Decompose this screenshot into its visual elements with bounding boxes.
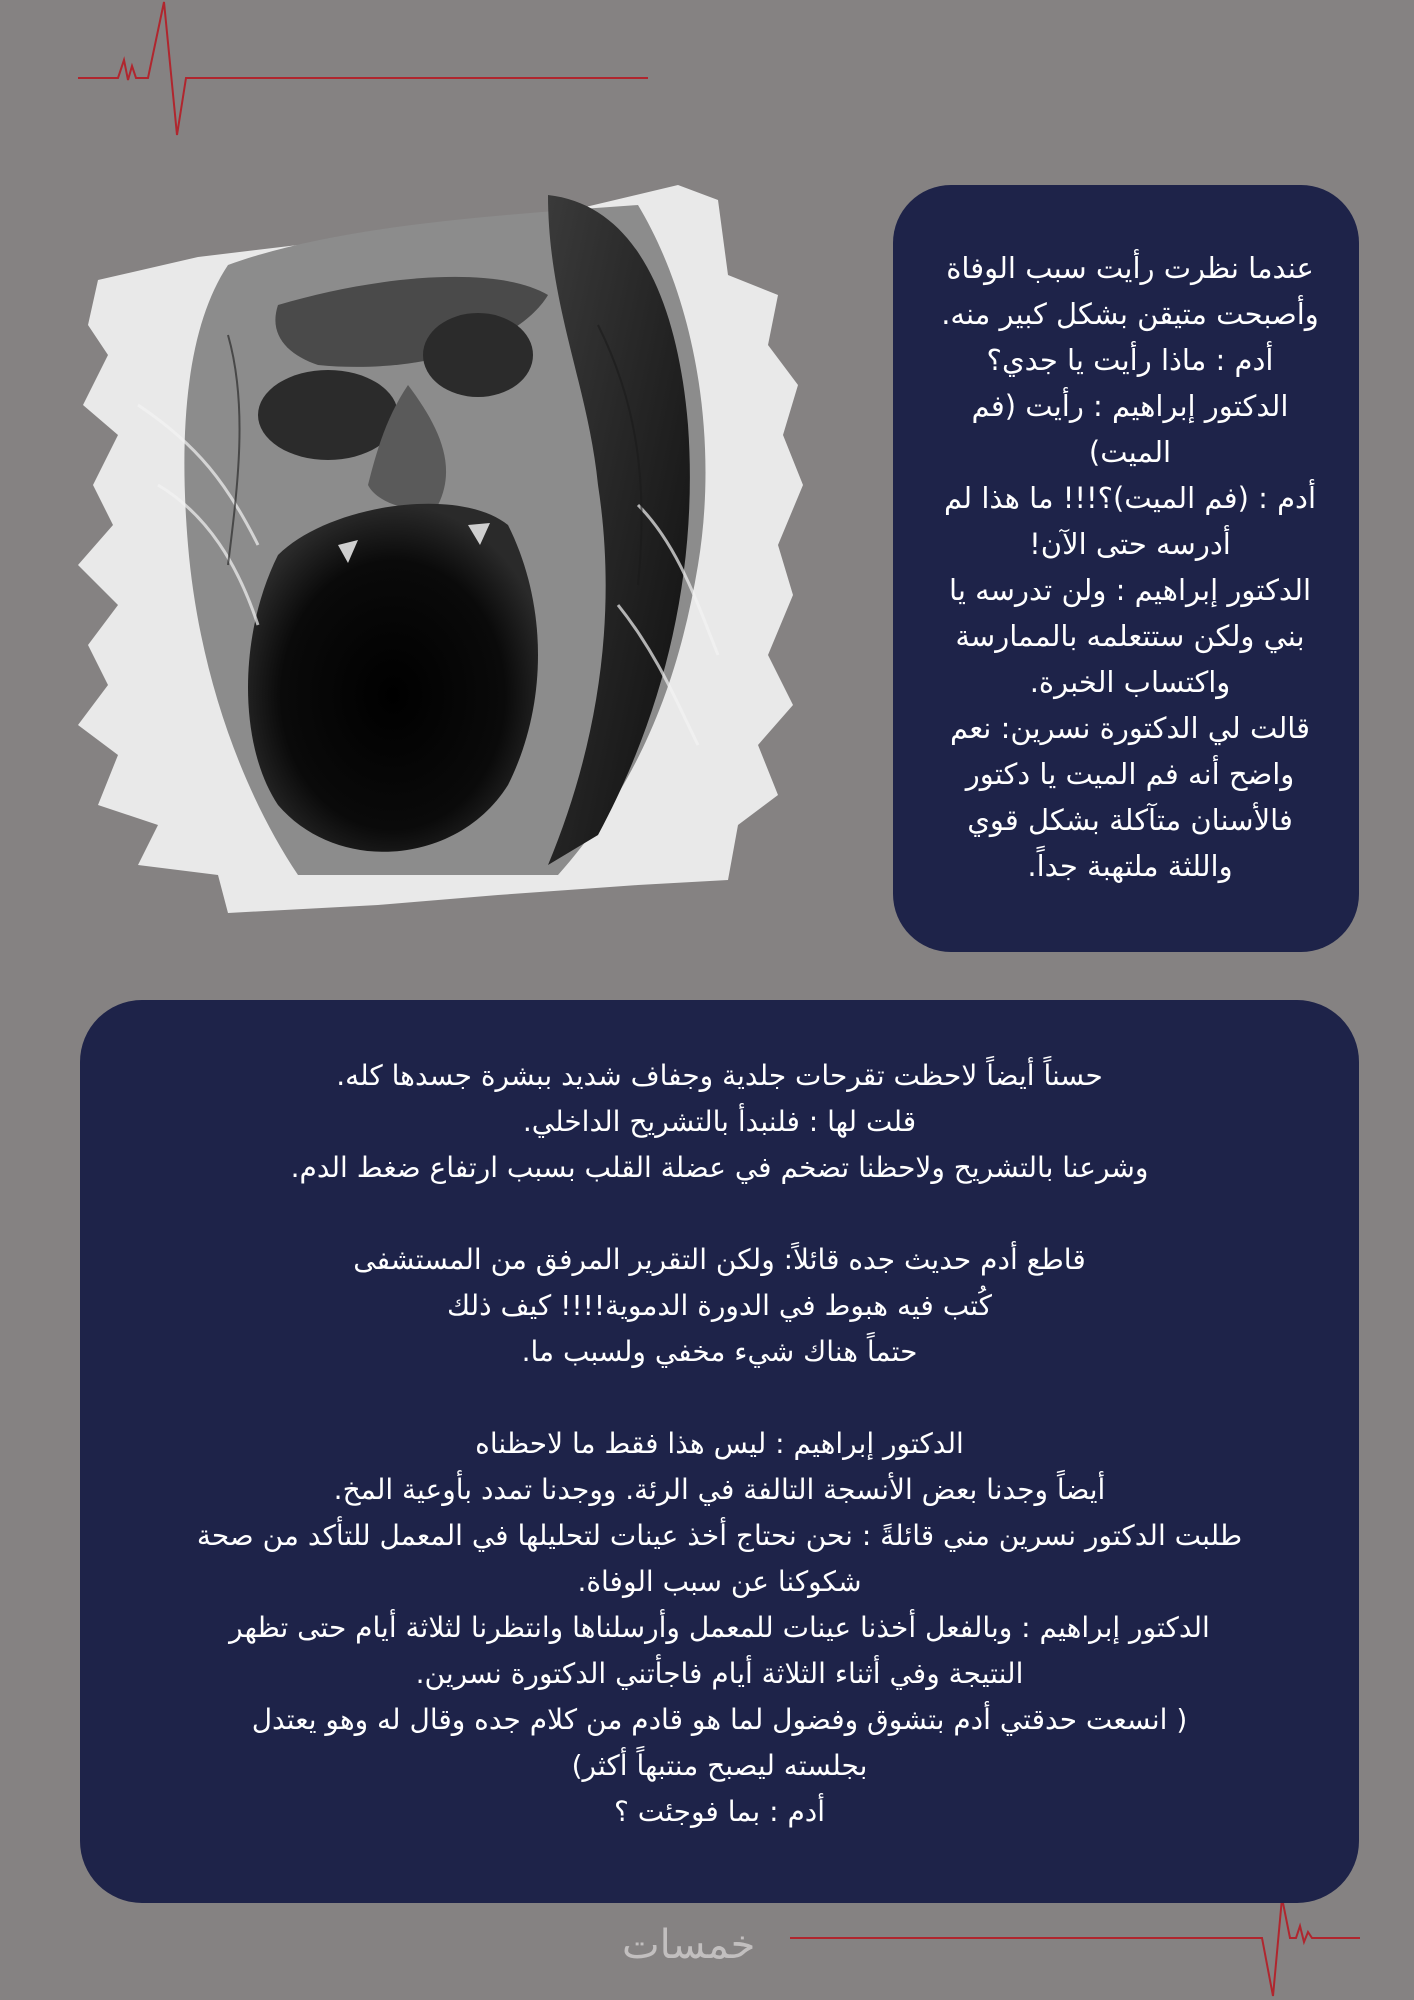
text-line: ( انسعت حدقتي أدم بتشوق وفضول لما هو قادم من كلام جده وقال له وهو يعتدل bbox=[251, 1703, 1188, 1736]
text-line: قلت لها : فلنبدأ بالتشريح الداخلي. bbox=[522, 1105, 917, 1138]
text-line: شكوكنا عن سبب الوفاة. bbox=[577, 1565, 862, 1598]
heartbeat-line-icon bbox=[790, 1892, 1360, 2000]
text-line: أدرسه حتى الآن! bbox=[1029, 527, 1231, 561]
text-line: قالت لي الدكتورة نسرين: نعم bbox=[950, 711, 1310, 745]
text-line: أدم : (فم الميت)؟!!! ما هذا لم bbox=[943, 481, 1317, 515]
text-line: فالأسنان متآكلة بشكل قوي bbox=[967, 803, 1293, 837]
text-line: الدكتور إبراهيم : رأيت (فم bbox=[971, 389, 1289, 423]
main-text-panel bbox=[80, 1000, 1359, 1903]
text-line: أدم : ماذا رأيت يا جدي؟ bbox=[986, 343, 1274, 377]
text-line: واكتساب الخبرة. bbox=[1029, 665, 1231, 699]
text-line: الميت) bbox=[1088, 435, 1172, 469]
text-line: طلبت الدكتور نسرين مني قائلةً : نحن نحتاج أخذ عينات لتحليلها في المعمل للتأكد من صحة bbox=[196, 1519, 1243, 1552]
text-line: أيضاً وجدنا بعض الأنسجة التالفة في الرئة. ووجدنا تمدد بأوعية المخ. bbox=[333, 1473, 1106, 1506]
text-line: حتماً هناك شيء مخفي ولسبب ما. bbox=[521, 1335, 918, 1368]
side-panel-text bbox=[911, 245, 1349, 889]
text-line: وشرعنا بالتشريح ولاحظنا تضخم في عضلة القلب بسبب ارتفاع ضغط الدم. bbox=[290, 1151, 1149, 1184]
text-line: عندما نظرت رأيت سبب الوفاة bbox=[946, 251, 1314, 285]
text-line: بني ولكن ستتعلمه بالممارسة bbox=[955, 619, 1305, 653]
text-line: قاطع أدم حديث جده قائلاً: ولكن التقرير المرفق من المستشفى bbox=[353, 1243, 1086, 1276]
side-text-panel bbox=[893, 185, 1359, 952]
heartbeat-line-icon bbox=[78, 0, 648, 140]
text-line: النتيجة وفي أثناء الثلاثة أيام فاجأتني الدكتورة نسرين. bbox=[415, 1657, 1024, 1690]
text-line: واللثة ملتهبة جداً. bbox=[1027, 849, 1233, 883]
paragraph-gap bbox=[100, 1191, 1339, 1237]
text-line: وأصبحت متيقن بشكل كبير منه. bbox=[941, 297, 1319, 331]
text-line: كُتب فيه هبوط في الدورة الدموية!!!! كيف ذلك bbox=[447, 1289, 992, 1322]
text-line: بجلسته ليصبح منتبهاً أكثر) bbox=[571, 1749, 868, 1782]
main-panel-text bbox=[100, 1053, 1339, 1835]
watermark-logo: خمسات bbox=[622, 1922, 756, 1968]
text-line: الدكتور إبراهيم : وبالفعل أخذنا عينات للمعمل وأرسلناها وانتظرنا لثلاثة أيام حتى تظهر bbox=[229, 1611, 1210, 1644]
text-line: أدم : بما فوجئت ؟ bbox=[613, 1795, 826, 1828]
text-line: واضح أنه فم الميت يا دكتور bbox=[965, 757, 1295, 791]
paragraph-gap bbox=[100, 1375, 1339, 1421]
text-line: الدكتور إبراهيم : ليس هذا فقط ما لاحظناه bbox=[475, 1427, 964, 1460]
text-line: الدكتور إبراهيم : ولن تدرسه يا bbox=[948, 573, 1312, 607]
text-line: حسناً أيضاً لاحظت تقرحات جلدية وجفاف شديد ببشرة جسدها كله. bbox=[336, 1059, 1103, 1092]
screaming-face-illustration bbox=[78, 185, 804, 913]
